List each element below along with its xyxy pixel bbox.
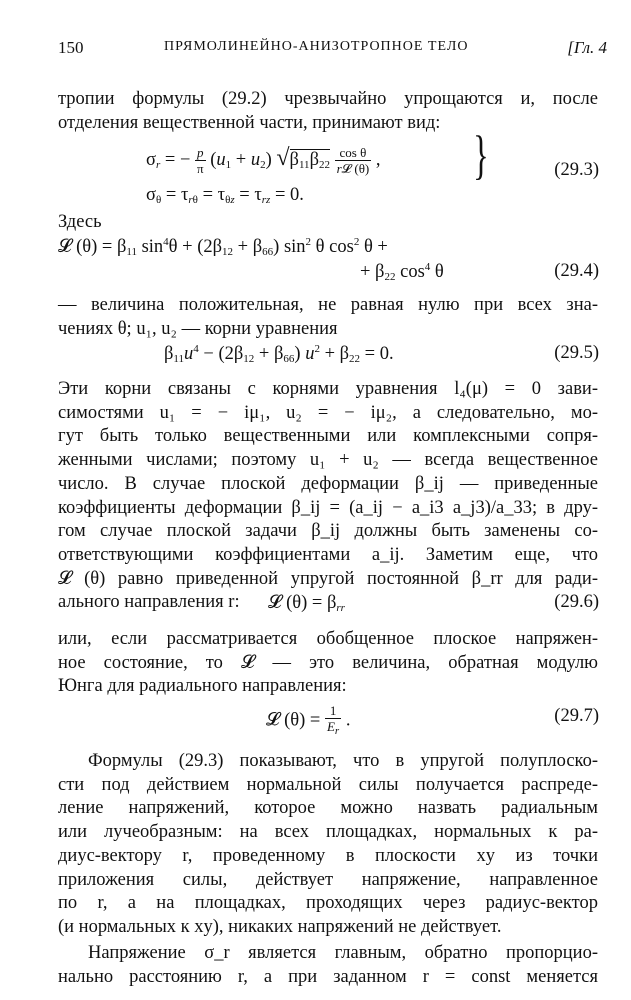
text-line: ное состояние, то 𝓛 — это величина, обратная модулю [58,652,598,673]
equation-29-7: 𝓛 (θ) = $\frac{1}{E_r}$ . [266,703,351,737]
chapter-mark: [Гл. 4 [567,38,607,57]
text-line: Эти корни связаны с корнями уравнения l₄(μ) = 0 зави- [58,379,598,399]
text-line: сти под действием нормальной силы получается распреде- [58,774,598,795]
text-line: ответствующими коэффициентами a_ij. Заметим еще, что [58,544,598,565]
text-line: Юнга для радиального направления: [58,676,347,697]
text-line: женными числами; поэтому u₁ + u₂ — всегда вещественное [58,450,598,471]
text-line: или, если рассматривается обобщенное плоское напряжен- [58,629,598,649]
text-line: ального направления r: [58,592,240,613]
paragraph-roots-relation [58,378,598,615]
equation-29-4-line2: + $\beta_{22}$ $\cos^4 \theta$ [360,261,444,283]
running-title: ПРЯМОЛИНЕЙНО-АНИЗОТРОПНОЕ ТЕЛО [164,39,469,54]
word-here: Здесь [58,212,102,232]
equation-number: (29.6) [554,592,599,612]
paragraph-intro [58,88,598,135]
text-line: тропии формулы (29.2) чрезвычайно упрощаются и, после [58,89,598,109]
equation-number: (29.4) [554,261,599,281]
text-line: 𝓛 (θ) равно приведенной упругой постоянной β_rr для ради- [58,568,598,589]
text-line: чениях θ; u₁, u₂ — корни уравнения [58,318,338,339]
paragraph-roots [58,294,598,341]
text-line: по r, а на площадках, проходящих через радиус-вектор [58,893,598,914]
text-line: или лучеобразным: на всех площадках, нормальных к ра- [58,822,598,843]
text-line: гом случае плоской задачи β_ij должны быть заменены со- [58,521,598,542]
text-line: — величина положительная, не равная нулю при всех зна- [58,295,598,315]
brace-symbol: } [473,125,489,185]
equation-number: (29.5) [554,343,599,363]
text-line: диус-вектору r, проведенному в плоскости xy из точки [58,845,598,866]
text-line: Напряжение σ_r является главным, обратно пропорцио- [88,943,598,963]
text-line: приложения силы, действует напряжение, направленное [58,869,598,890]
paragraph-radial-distribution [58,750,598,940]
text-line: коэффициенты деформации β_ij = (a_ij − a_i3 a_j3)/a_33; в дру- [58,497,598,518]
paragraph-principal-stress [58,942,598,989]
text-line: нально расстоянию r, а при заданном r = const меняется [58,966,598,987]
paragraph-plane-stress [58,628,598,699]
text-line: симостями u₁ = − iμ₁, u₂ = − iμ₂, а следовательно, мо- [58,402,598,423]
text-line: (и нормальных к xy), никаких напряжений не действует. [58,916,502,937]
equation-29-4-line1: 𝓛 $(\theta) = \beta_{11}$ $\sin^4\theta + (2\beta_{12} + \beta_{66})$ $\sin^2 \theta$ $\cos^2 \theta$ + [58,236,388,258]
text-line: ление напряжений, которое можно назвать радиальным [58,798,598,819]
equation-29-3-line1: $\sigma_r$ = − $\frac{p}{\pi}$ $(u_1 + u_2)$ $√\beta_{11}\beta_{22}$ $\frac{\text{cos θ}}{\text{r𝓛 (θ)}}$ , [146,145,381,177]
equation-number: (29.3) [554,160,599,180]
equation-29-5: $\beta_{11}u^4 - (2\beta_{12} + \beta_{66}) u^2 + \beta_{22} = 0$. [164,343,394,365]
equation-number: (29.7) [554,706,599,726]
text-line: Формулы (29.3) показывают, что в упругой полуплоско- [88,751,598,771]
equation-29-3-line2: $\sigma_\theta = \tau_{r\theta} = \tau_{\theta z} = \tau_{rz} = 0$. [146,185,304,206]
text-line: число. В случае плоской деформации β_ij — приведенные [58,473,598,494]
text-line: отделения вещественной части, принимают вид: [58,112,441,133]
running-header [58,38,607,58]
equation-29-6: 𝓛 $(\theta) = \beta_{rr}$ [268,593,345,614]
page-number: 150 [58,38,84,57]
text-line: гут быть только вещественными или комплексными сопря- [58,426,598,447]
